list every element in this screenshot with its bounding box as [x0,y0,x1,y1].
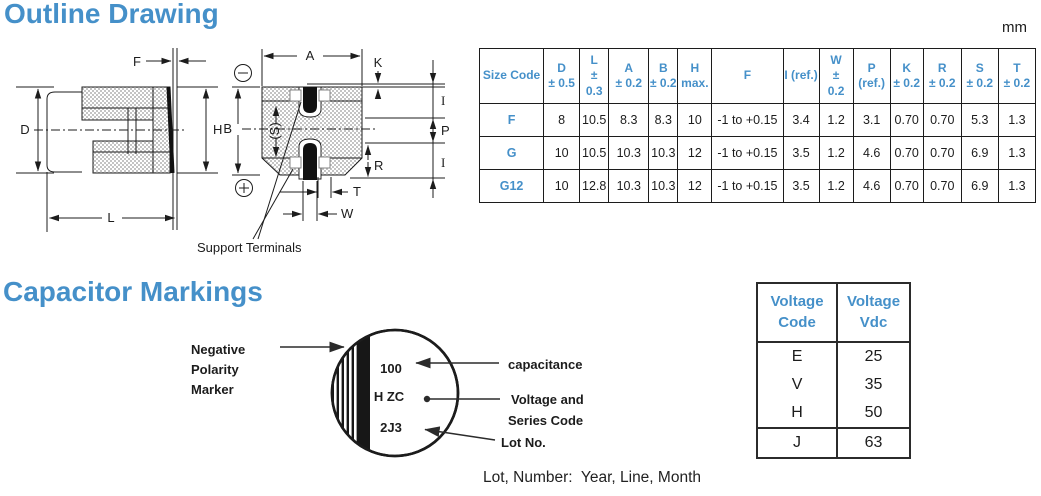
col-header-a: A ± 0.2 [609,49,649,104]
table-cell: 3.5 [783,137,819,170]
dim-label-i-bottom: I [441,155,446,170]
col-header-size-code: Size Code [480,49,544,104]
table-cell: 10 [678,104,712,137]
col-header-f: F [712,49,783,104]
unit-label: mm [1002,19,1027,36]
lot-callout-label: Lot No. [501,435,546,450]
bottom-view [197,48,450,255]
negative-polarity-label: Marker [191,382,234,397]
table-cell: 12 [678,137,712,170]
table-cell: 1.3 [998,170,1035,203]
voltage-vdc-cell: 25 35 50 [837,342,910,428]
marking-lot-code: 2J3 [380,420,402,435]
markings-section-title: Capacitor Markings [3,276,263,307]
side-view [16,48,222,232]
table-cell: 1.2 [819,104,853,137]
voltage-vdc-header: Voltage Vdc [837,283,910,342]
voltage-callout-label: Voltage and [511,392,584,407]
table-cell: 10.3 [649,170,678,203]
minus-polarity-icon [235,65,252,82]
marking-capacitance-code: 100 [380,361,402,376]
dim-label-b: B [223,121,232,136]
voltage-header-row [757,283,910,342]
table-cell: 12.8 [580,170,609,203]
negative-polarity-label: Negative [191,342,246,357]
size-code-cell: F [480,104,544,137]
table-cell: 1.2 [819,137,853,170]
support-terminal-pad [290,90,301,101]
dim-label-l: L [107,210,115,225]
table-cell: 1.3 [998,104,1035,137]
dim-label-w: W [341,206,354,221]
voltage-code-cell: E V H [757,342,837,428]
table-cell: 3.1 [853,104,890,137]
table-cell: 10.5 [580,104,609,137]
table-cell: 1.3 [998,137,1035,170]
voltage-row-j [757,428,910,458]
table-cell: 0.70 [890,104,923,137]
voltage-vdc-cell: 63 [837,428,910,458]
col-header-b: B ± 0.2 [649,49,678,104]
bottom-terminal [303,143,317,180]
top-terminal [303,87,317,113]
lot-number-note: Lot, Number: Year, Line, Month [483,469,701,486]
table-cell: 6.9 [961,170,998,203]
table-cell: 10.3 [609,170,649,203]
table-cell: 4.6 [853,137,890,170]
table-cell: 0.70 [890,170,923,203]
table-cell: 6.9 [961,137,998,170]
table-cell: 12 [678,170,712,203]
dim-label-t: T [353,184,361,199]
table-cell: 0.70 [923,104,961,137]
support-terminal-pad [319,90,330,101]
voltage-code-header: Voltage Code [757,283,837,342]
size-code-cell: G12 [480,170,544,203]
negative-polarity-label: Polarity [191,362,239,377]
dim-label-i-top: I [441,93,446,108]
dim-label-r: R [374,158,384,173]
table-cell: 8.3 [609,104,649,137]
support-terminals-label: Support Terminals [197,240,302,255]
table-cell: 3.4 [783,104,819,137]
dim-label-f: F [133,54,141,69]
table-cell: 10.5 [580,137,609,170]
table-cell: 10.3 [609,137,649,170]
support-terminal-pad [290,157,301,168]
col-header-r: R ± 0.2 [923,49,961,104]
case-outline [47,92,82,172]
plus-polarity-icon [236,180,253,197]
table-cell: 5.3 [961,104,998,137]
voltage-code-table [756,282,911,459]
header-row [480,49,1036,104]
col-header-d: D ± 0.5 [544,49,580,104]
voltage-rows-evh [757,342,910,428]
col-header-i: I (ref.) [783,49,819,104]
table-row-g12 [480,170,1036,203]
table-row-f [480,104,1036,137]
col-header-t: T ± 0.2 [998,49,1035,104]
voltage-callout-label: Series Code [508,413,584,428]
table-cell: 0.70 [890,137,923,170]
outline-section-title: Outline Drawing [4,0,219,29]
table-cell: -1 to +0.15 [712,170,783,203]
dim-label-h: H [213,122,223,137]
negative-polarity-stripe [330,326,370,460]
dimension-table [479,48,1036,203]
capacitor-markings-figure [178,326,658,478]
dim-label-p: P [441,123,450,138]
table-cell: 10.3 [649,137,678,170]
table-cell: -1 to +0.15 [712,137,783,170]
table-cell: 3.5 [783,170,819,203]
col-header-h: H max. [678,49,712,104]
col-header-k: K ± 0.2 [890,49,923,104]
table-cell: -1 to +0.15 [712,104,783,137]
table-cell: 0.70 [923,137,961,170]
dim-label-s: (S) [267,122,282,140]
col-header-l: L ± 0.3 [580,49,609,104]
table-row-g [480,137,1036,170]
support-terminal-pad [319,157,330,168]
capacitance-callout-label: capacitance [508,357,583,372]
col-header-p: P (ref.) [853,49,890,104]
table-cell: 1.2 [819,170,853,203]
table-cell: 8 [544,104,580,137]
col-header-s: S ± 0.2 [961,49,998,104]
table-cell: 10 [544,137,580,170]
table-cell: 10 [544,170,580,203]
voltage-code-cell: J [757,428,837,458]
marking-voltage-series-code: H ZC [373,389,405,404]
table-cell: 0.70 [923,170,961,203]
table-cell: 8.3 [649,104,678,137]
dim-label-a: A [305,48,315,63]
size-code-cell: G [480,137,544,170]
dim-label-d: D [20,122,30,137]
dim-label-k: K [373,55,383,70]
table-cell: 4.6 [853,170,890,203]
col-header-w: W ± 0.2 [819,49,853,104]
outline-drawing-figure [10,40,480,262]
